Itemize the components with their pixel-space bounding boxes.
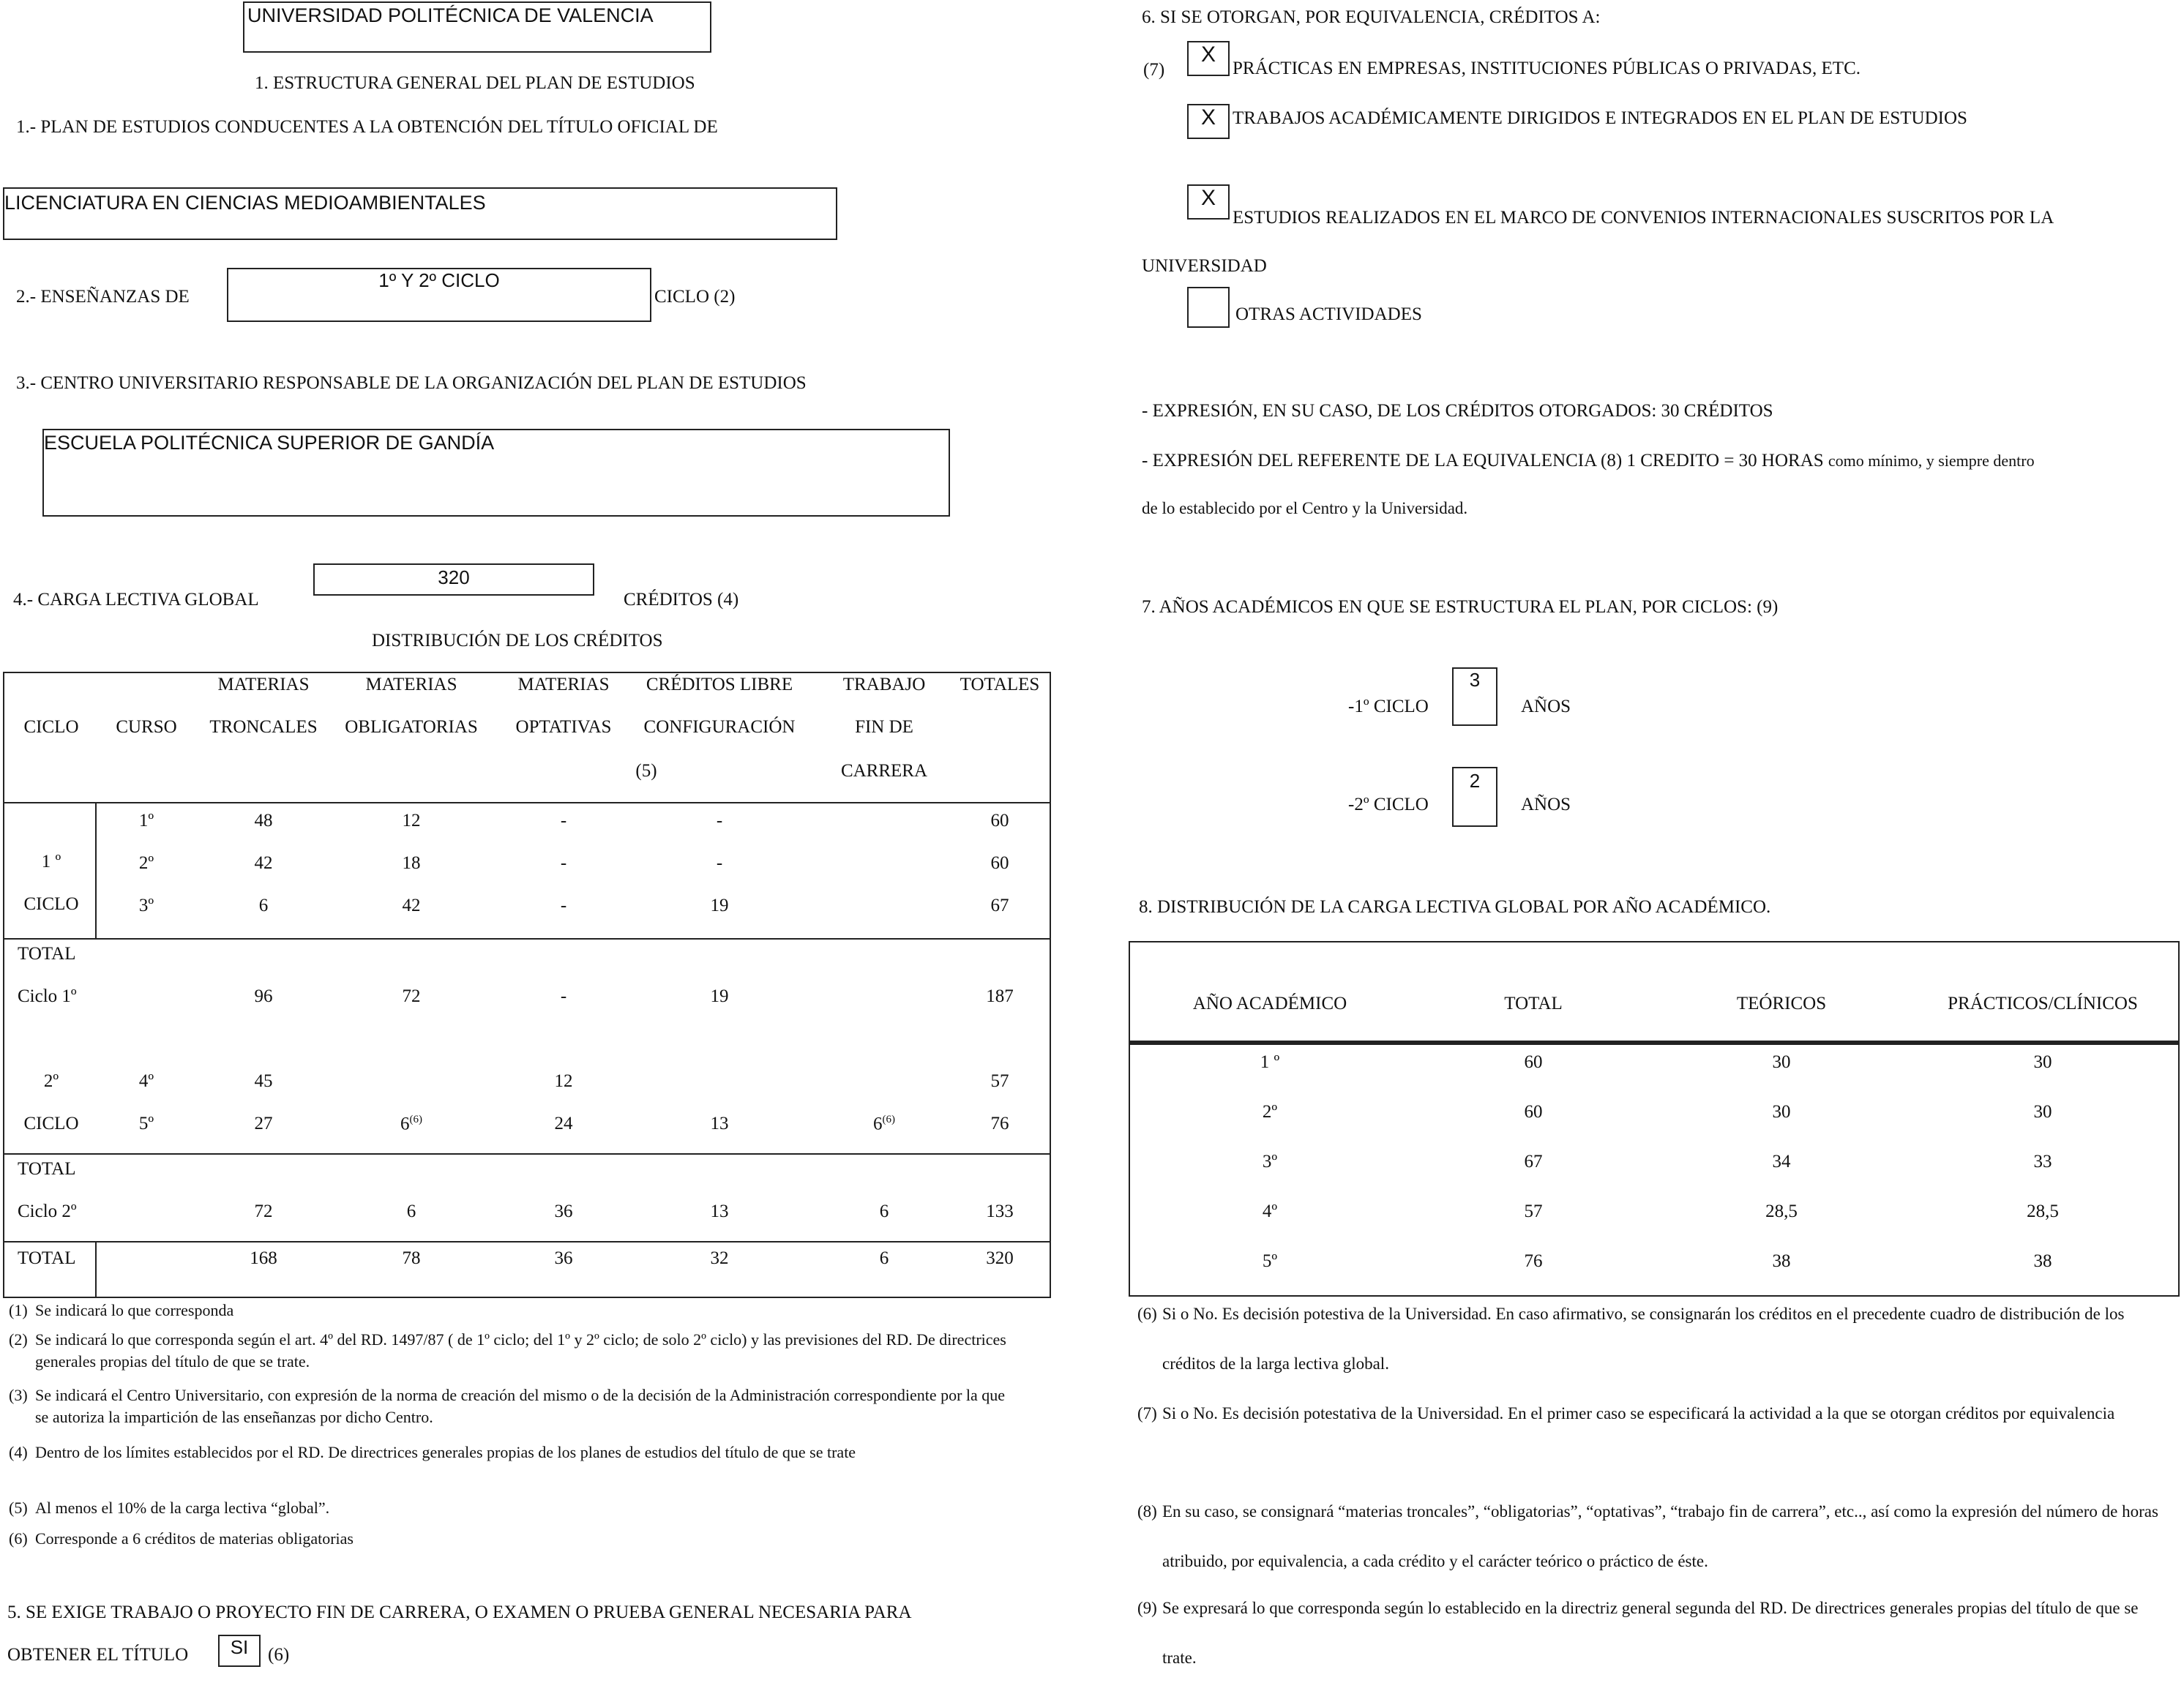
cell-troncales: 96 <box>254 986 273 1006</box>
cell-practicos: 30 <box>2033 1102 2052 1122</box>
cycle2-years-unit: AÑOS <box>1521 795 1571 814</box>
footnote-number: (4) <box>9 1443 28 1461</box>
total2-rule <box>4 1241 1051 1242</box>
cell-obligatorias: 12 <box>402 811 421 831</box>
cell-optativas: - <box>560 811 567 831</box>
cell-total: 60 <box>1524 1052 1543 1072</box>
th-total: TOTAL <box>1504 994 1563 1013</box>
cell-total: 67 <box>1524 1152 1543 1172</box>
cell-troncales: 42 <box>254 853 273 873</box>
th-oblig-2: OBLIGATORIAS <box>345 717 478 737</box>
cell-total: 57 <box>1524 1202 1543 1221</box>
th-tfc-3: CARRERA <box>840 761 928 781</box>
section1-subtitle: 1.- PLAN DE ESTUDIOS CONDUCENTES A LA OBTENCIÓN DEL TÍTULO OFICIAL DE <box>16 117 718 137</box>
section2-label: 2.- ENSEÑANZAS DE <box>16 287 190 307</box>
section4-after: CRÉDITOS (4) <box>624 590 739 610</box>
th-libre-2: CONFIGURACIÓN <box>643 717 796 737</box>
cycle1-years-unit: AÑOS <box>1521 697 1571 716</box>
center-name: ESCUELA POLITÉCNICA SUPERIOR DE GANDÍA <box>44 432 495 454</box>
obl-value: 6 <box>400 1114 410 1134</box>
footnote-text: Se indicará lo que corresponda <box>35 1301 234 1319</box>
footnote-number: (5) <box>9 1499 28 1517</box>
option-estudios-cont: UNIVERSIDAD <box>1142 256 1267 276</box>
cell-totales: 57 <box>990 1071 1009 1091</box>
cell-teoricos: 38 <box>1772 1251 1791 1271</box>
cell-totales: 133 <box>986 1202 1014 1221</box>
cell-practicos: 30 <box>2033 1052 2052 1072</box>
cell-practicos: 38 <box>2033 1251 2052 1271</box>
footnote-number: (6) <box>1137 1305 1157 1323</box>
footnote-text: Si o No. Es decisión potestiva de la Universidad. En caso afirmativo, se consignarán los créditos en el precedente cuadro de distribución de los créditos de la larga lectiva global. <box>1162 1305 2125 1373</box>
footnote-number: (3) <box>9 1386 28 1404</box>
cell-obligatorias <box>332 1114 490 1134</box>
cell-teoricos: 30 <box>1772 1102 1791 1122</box>
header-rule <box>1130 1041 2178 1045</box>
cycle2-label-2: CICLO <box>23 1114 79 1133</box>
section1-title: 1. ESTRUCTURA GENERAL DEL PLAN DE ESTUDIOS <box>255 73 695 93</box>
cycle1-years-value: 3 <box>1469 669 1481 691</box>
cycles-value: 1º Y 2º CICLO <box>378 269 500 291</box>
footnote <box>9 1329 1016 1373</box>
section5-after: (6) <box>268 1645 290 1665</box>
cell-totales: 320 <box>986 1248 1014 1268</box>
footnote-number: (6) <box>9 1529 28 1548</box>
cell-year: 3º <box>1262 1152 1278 1172</box>
footnote-text: Se indicará lo que corresponda según el art. 4º del RD. 1497/87 ( de 1º ciclo; del 1º y 2º ciclo; de solo 2º ciclo) y las previsiones del RD. De directrices generales propias del título de que se trate. <box>35 1330 1006 1371</box>
cycle1-label-1: 1 º <box>41 852 61 872</box>
cell-totales: 67 <box>990 896 1009 915</box>
cell-optativas: 24 <box>554 1114 573 1133</box>
footnote-number: (7) <box>1137 1404 1157 1423</box>
total2-label-2: Ciclo 2º <box>18 1202 77 1221</box>
cell-troncales: 48 <box>254 811 273 831</box>
total1-label-1: TOTAL <box>18 944 76 964</box>
equivalence-expression-cont: de lo establecido por el Centro y la Universidad. <box>1142 499 1468 517</box>
footnote <box>9 1384 1016 1428</box>
cell-obligatorias: 18 <box>402 853 421 873</box>
yearly-load-table <box>1129 941 2180 1297</box>
credits-expression: - EXPRESIÓN, EN SU CASO, DE LOS CRÉDITOS OTORGADOS: 30 CRÉDITOS <box>1142 401 1773 421</box>
tfc-value: 6 <box>873 1114 883 1134</box>
th-opt-2: OPTATIVAS <box>515 717 612 737</box>
total1-rule <box>4 1153 1051 1155</box>
section4-label: 4.- CARGA LECTIVA GLOBAL <box>13 590 259 610</box>
cycle2-label-1: 2º <box>43 1071 59 1091</box>
cell-troncales: 27 <box>254 1114 273 1133</box>
option-practicas-checkbox[interactable] <box>1187 41 1230 76</box>
option-estudios-label: ESTUDIOS REALIZADOS EN EL MARCO DE CONVENIOS INTERNACIONALES SUSCRITOS POR LA <box>1233 208 2054 228</box>
degree-name: LICENCIATURA EN CIENCIAS MEDIOAMBIENTALES <box>4 192 486 214</box>
footnote-text: Si o No. Es decisión potestativa de la Universidad. En el primer caso se especificará la actividad a la que se otorgan créditos por equivalencia <box>1162 1404 2115 1423</box>
cell-total: 76 <box>1524 1251 1543 1271</box>
th-ciclo: CICLO <box>23 717 79 737</box>
cell-teoricos: 30 <box>1772 1052 1791 1072</box>
th-libre-3: (5) <box>635 761 657 781</box>
cell-optativas: - <box>560 853 567 873</box>
cycle2-years-label: -2º CICLO <box>1348 795 1429 814</box>
equivalence-main: - EXPRESIÓN DEL REFERENTE DE LA EQUIVALENCIA (8) 1 CREDITO = 30 HORAS <box>1142 451 1824 471</box>
footnote-text: En su caso, se consignará “materias troncales”, “obligatorias”, “optativas”, “trabajo fin de carrera”, etc.., así como la expresión del número de horas atribuido, por equivalencia, a cada crédito y el carácter teórico o práctico de éste. <box>1162 1502 2158 1570</box>
th-totales: TOTALES <box>960 675 1040 694</box>
cell-libre: 19 <box>710 896 729 915</box>
cell-totales: 60 <box>990 811 1009 831</box>
footnote-number: (9) <box>1137 1599 1157 1617</box>
cell-libre: 13 <box>710 1114 729 1133</box>
th-practicos: PRÁCTICOS/CLÍNICOS <box>1948 994 2138 1013</box>
footnote-number: (1) <box>9 1301 28 1319</box>
cell-libre: 32 <box>710 1248 729 1268</box>
footnote <box>1137 1389 2172 1439</box>
cell-totales: 187 <box>986 986 1014 1006</box>
footnote-text: Dentro de los límites establecidos por el RD. De directrices generales propias de los planes de estudios del título de que se trate <box>35 1443 856 1461</box>
option-trabajos-label: TRABAJOS ACADÉMICAMENTE DIRIGIDOS E INTEGRADOS EN EL PLAN DE ESTUDIOS <box>1233 108 1967 128</box>
th-tfc-2: FIN DE <box>855 717 913 737</box>
credits-value: 320 <box>438 566 470 588</box>
cell-libre: - <box>716 853 723 873</box>
cell-totales: 76 <box>990 1114 1009 1133</box>
checkbox-mark: X <box>1200 186 1216 210</box>
cell-optativas: - <box>560 986 567 1006</box>
footnote-number: (2) <box>9 1330 28 1349</box>
th-troncales-2: TRONCALES <box>209 717 318 737</box>
cell-optativas: 12 <box>554 1071 573 1091</box>
footnote <box>1137 1583 2172 1683</box>
cell-practicos: 33 <box>2033 1152 2052 1172</box>
th-libre-1: CRÉDITOS LIBRE <box>646 675 793 694</box>
cell-optativas: 36 <box>554 1248 573 1268</box>
equivalence-expression <box>1142 451 2035 471</box>
footnote <box>1137 1289 2172 1389</box>
footnote-text: Al menos el 10% de la carga lectiva “global”. <box>35 1499 330 1517</box>
section8-title: 8. DISTRIBUCIÓN DE LA CARGA LECTIVA GLOBAL POR AÑO ACADÉMICO. <box>1139 897 1771 917</box>
cell-tfc: 6 <box>879 1202 889 1221</box>
footnote-number: (8) <box>1137 1502 1157 1521</box>
cell-obligatorias: 72 <box>402 986 421 1006</box>
cell-obligatorias: 42 <box>402 896 421 915</box>
footnote <box>9 1528 1016 1550</box>
credits-table <box>3 672 1051 1298</box>
section3-label: 3.- CENTRO UNIVERSITARIO RESPONSABLE DE LA ORGANIZACIÓN DEL PLAN DE ESTUDIOS <box>16 373 807 393</box>
footnote <box>1137 1487 2172 1586</box>
option-practicas-label: PRÁCTICAS EN EMPRESAS, INSTITUCIONES PÚBLICAS O PRIVADAS, ETC. <box>1233 59 1860 78</box>
cell-year: 2º <box>1262 1102 1278 1122</box>
checkbox-mark: X <box>1200 42 1216 67</box>
university-name: UNIVERSIDAD POLITÉCNICA DE VALENCIA <box>247 4 654 26</box>
cell-practicos: 28,5 <box>2027 1202 2059 1221</box>
cell-year: 1 º <box>1260 1052 1280 1072</box>
cell-optativas: 36 <box>554 1202 573 1221</box>
cell-optativas: - <box>560 896 567 915</box>
cell-curso: 2º <box>138 853 154 873</box>
section6-title: 6. SI SE OTORGAN, POR EQUIVALENCIA, CRÉDITOS A: <box>1142 7 1601 27</box>
cell-year: 4º <box>1262 1202 1278 1221</box>
cell-totales: 60 <box>990 853 1009 873</box>
final-project-value: SI <box>230 1636 249 1658</box>
obl-note: (6) <box>409 1114 422 1125</box>
cycle1-years-label: -1º CICLO <box>1348 697 1429 716</box>
cell-teoricos: 34 <box>1772 1152 1791 1172</box>
total1-label-2: Ciclo 1º <box>18 986 77 1006</box>
grand-total-label: TOTAL <box>18 1248 76 1268</box>
cell-curso: 3º <box>138 896 154 915</box>
footnote-text: Se expresará lo que corresponda según lo establecido en la directriz general segunda del RD. De directrices generales propias del título de que se trate. <box>1162 1599 2139 1667</box>
option-trabajos-checkbox[interactable] <box>1187 104 1230 139</box>
section6-ref: (7) <box>1143 60 1165 80</box>
section2-after: CICLO (2) <box>654 287 736 307</box>
option-estudios-checkbox[interactable] <box>1187 184 1230 220</box>
th-curso: CURSO <box>116 717 177 737</box>
cell-teoricos: 28,5 <box>1765 1202 1798 1221</box>
th-oblig-1: MATERIAS <box>365 675 457 694</box>
cell-year: 5º <box>1262 1251 1278 1271</box>
cycle1-rule <box>4 938 1051 940</box>
th-teoricos: TEÓRICOS <box>1736 994 1827 1013</box>
th-year: AÑO ACADÉMICO <box>1192 994 1347 1013</box>
equivalence-note: como mínimo, y siempre dentro <box>1828 451 2035 470</box>
cell-total: 60 <box>1524 1102 1543 1122</box>
option-otras-checkbox[interactable] <box>1187 287 1230 328</box>
cell-curso: 1º <box>138 811 154 831</box>
footnote <box>9 1497 1016 1519</box>
th-opt-1: MATERIAS <box>517 675 610 694</box>
tfc-note: (6) <box>882 1114 895 1125</box>
cell-troncales: 168 <box>250 1248 277 1268</box>
cell-curso: 4º <box>138 1071 154 1091</box>
footnote <box>9 1442 1016 1463</box>
cell-curso: 5º <box>138 1114 154 1133</box>
cell-libre: 19 <box>710 986 729 1006</box>
ciclo-col-rule-b <box>95 1241 97 1298</box>
cell-tfc <box>815 1114 953 1134</box>
cell-obligatorias: 78 <box>402 1248 421 1268</box>
footnote-text: Corresponde a 6 créditos de materias obligatorias <box>35 1529 354 1548</box>
footnote <box>9 1300 1016 1322</box>
cell-libre: - <box>716 811 723 831</box>
cell-troncales: 72 <box>254 1202 273 1221</box>
section5-line2: OBTENER EL TÍTULO <box>7 1645 189 1665</box>
cell-troncales: 6 <box>258 896 269 915</box>
checkbox-mark: X <box>1200 105 1216 130</box>
cycle1-label-2: CICLO <box>23 894 79 914</box>
th-tfc-1: TRABAJO <box>842 675 926 694</box>
cycle2-years-value: 2 <box>1469 770 1481 792</box>
footnote-text: Se indicará el Centro Universitario, con expresión de la norma de creación del mismo o de la decisión de la Administración correspondiente por la que se autoriza la impartición de las enseñanzas por dicho Centro. <box>35 1386 1006 1426</box>
distribution-title: DISTRIBUCIÓN DE LOS CRÉDITOS <box>372 631 663 651</box>
cell-obligatorias: 6 <box>406 1202 416 1221</box>
section7-title: 7. AÑOS ACADÉMICOS EN QUE SE ESTRUCTURA EL PLAN, POR CICLOS: (9) <box>1142 597 1779 617</box>
option-otras-label: OTRAS ACTIVIDADES <box>1235 304 1422 324</box>
cell-libre: 13 <box>710 1202 729 1221</box>
cell-tfc: 6 <box>879 1248 889 1268</box>
th-troncales-1: MATERIAS <box>217 675 310 694</box>
header-rule <box>4 802 1051 803</box>
total2-label-1: TOTAL <box>18 1159 76 1179</box>
section5-line1: 5. SE EXIGE TRABAJO O PROYECTO FIN DE CARRERA, O EXAMEN O PRUEBA GENERAL NECESARIA PARA <box>7 1603 912 1622</box>
cell-troncales: 45 <box>254 1071 273 1091</box>
